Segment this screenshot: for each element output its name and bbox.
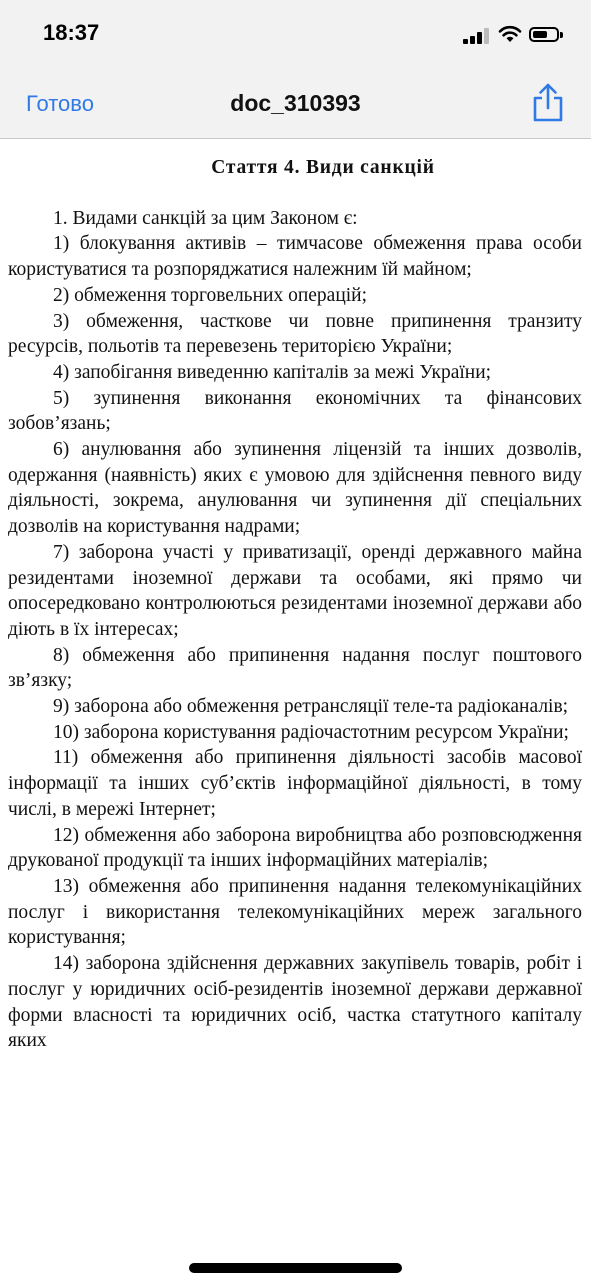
wifi-icon xyxy=(498,24,522,44)
battery-icon xyxy=(529,27,559,42)
paragraph-item: 2) обмеження торговельних операцій; xyxy=(53,284,368,306)
paragraph-list xyxy=(8,206,582,1054)
paragraph-item: 13) обмеження або припинення надання телекомунікаційних послуг і використання телекомунікаційних мереж загального користування; xyxy=(8,875,582,949)
paragraph-item: 5) зупинення виконання економічних та фінансових зобов’язань; xyxy=(8,387,582,435)
paragraph-item: 14) заборона здійснення державних закупівель товарів, робіт і послуг у юридичних осіб-резидентів іноземної держави державної форми власності та юридичних осіб, частка статутного капіталу яких xyxy=(8,953,582,1052)
paragraph-item: 4) запобігання виведенню капіталів за межі України; xyxy=(53,361,492,383)
home-indicator xyxy=(189,1263,402,1273)
paragraph-item: 10) заборона користування радіочастотним ресурсом України; xyxy=(53,721,569,743)
share-icon[interactable] xyxy=(531,82,565,124)
paragraph-item: 9) заборона або обмеження ретрансляції теле-та радіоканалів; xyxy=(53,696,569,718)
paragraph-item: 1. Видами санкцій за цим Законом є: xyxy=(53,207,358,229)
paragraph-item: 12) обмеження або заборона виробництва або розповсюдження друкованої продукції та інших інформаційних матеріалів; xyxy=(8,824,582,872)
paragraph-item: 6) анулювання або зупинення ліцензій та інших дозволів, одержання (наявність) яких є умовою для здійснення певного виду діяльності, зокрема, анулювання чи зупинення дії спеціальних дозволів на користування надрами; xyxy=(8,439,582,538)
article-heading: Стаття 4. Види санкцій xyxy=(211,157,435,178)
status-bar xyxy=(0,0,591,72)
paragraph-item: 1) блокування активів – тимчасове обмеження права особи користуватися та розпоряджатися належним їй майном; xyxy=(8,233,582,281)
document-title: doc_310393 xyxy=(230,90,361,116)
paragraph-item: 8) обмеження або припинення надання послуг поштового зв’язку; xyxy=(8,644,582,692)
navigation-bar xyxy=(0,72,591,139)
cellular-signal-icon xyxy=(463,28,491,44)
paragraph-item: 3) обмеження, часткове чи повне припинення транзиту ресурсів, польотів та перевезень територією України; xyxy=(8,310,582,358)
status-time: 18:37 xyxy=(43,20,100,45)
document-content xyxy=(8,155,582,1054)
done-button[interactable]: Готово xyxy=(26,91,94,116)
paragraph-item: 7) заборона участі у приватизації, оренді державного майна резидентами іноземної держави та особами, які прямо чи опосередковано контролюються резидентами іноземної держави або діють в їх інтересах; xyxy=(8,541,582,640)
paragraph-item: 11) обмеження або припинення діяльності засобів масової інформації та інших суб’єктів інформаційної діяльності, в тому числі, в мережі Інтернет; xyxy=(8,747,582,820)
